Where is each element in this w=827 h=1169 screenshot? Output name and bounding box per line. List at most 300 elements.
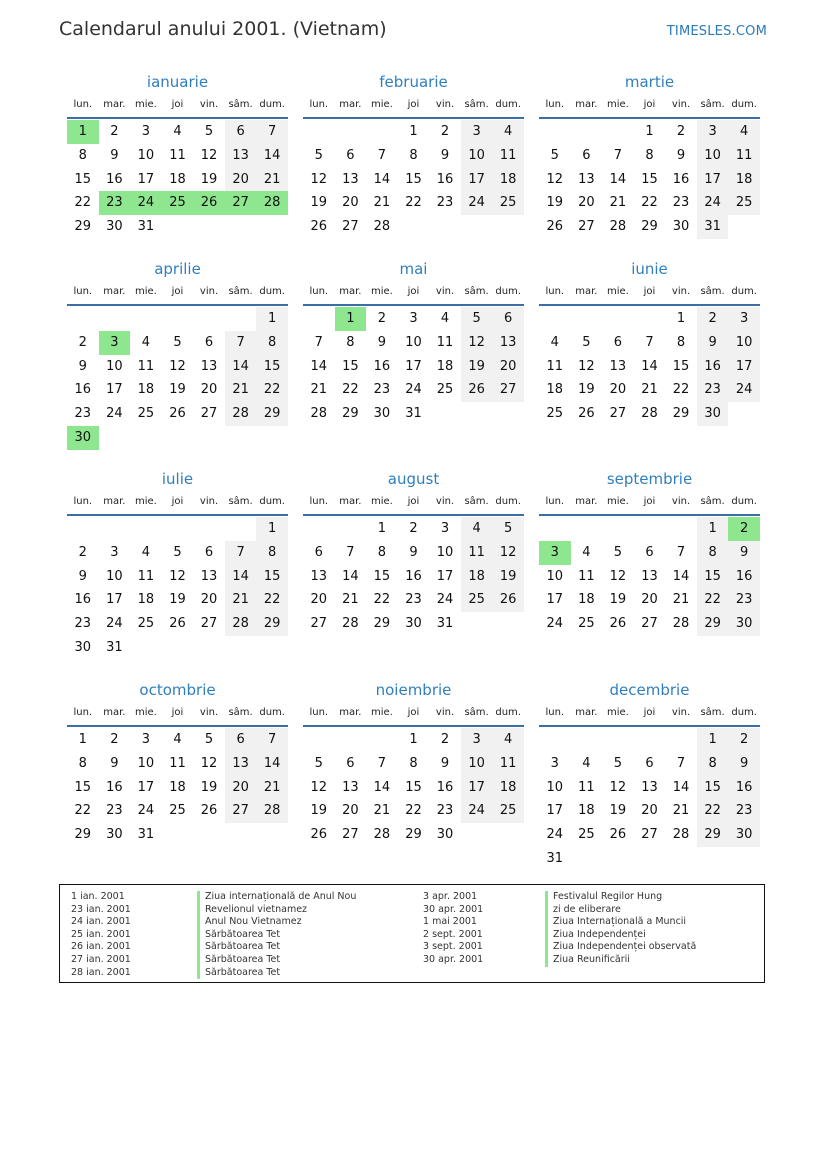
day-cell[interactable]: 30 bbox=[373, 406, 391, 422]
day-cell[interactable]: 7 bbox=[377, 147, 387, 163]
day-cell[interactable]: 13 bbox=[225, 144, 257, 168]
day-cell[interactable]: 26 bbox=[492, 588, 524, 612]
day-cell[interactable]: 7 bbox=[645, 334, 654, 350]
day-cell[interactable]: 7 bbox=[314, 334, 323, 350]
day-cell[interactable]: 2 bbox=[440, 124, 450, 139]
day-cell[interactable]: 20 bbox=[609, 382, 627, 398]
day-cell[interactable]: 25 bbox=[492, 799, 524, 823]
day-cell[interactable]: 14 bbox=[310, 358, 328, 374]
day-cell[interactable]: 18 bbox=[578, 592, 595, 608]
day-cell[interactable]: 25 bbox=[169, 803, 186, 819]
day-cell[interactable]: 9 bbox=[440, 147, 450, 163]
day-cell[interactable]: 13 bbox=[200, 358, 218, 374]
day-cell[interactable]: 20 bbox=[342, 195, 359, 211]
day-cell[interactable]: 8 bbox=[676, 334, 686, 350]
day-cell[interactable]: 13 bbox=[310, 568, 328, 584]
day-cell[interactable]: 28 bbox=[672, 827, 690, 843]
day-cell[interactable]: 3 bbox=[409, 311, 418, 326]
day-cell[interactable]: 20 bbox=[578, 195, 595, 211]
day-cell[interactable]: 3 bbox=[141, 124, 151, 139]
day-cell[interactable]: 20 bbox=[342, 803, 359, 819]
day-cell[interactable]: 16 bbox=[436, 779, 454, 795]
day-cell[interactable]: 10 bbox=[728, 331, 760, 355]
day-cell[interactable]: 6 bbox=[346, 755, 355, 771]
day-cell[interactable]: 29 bbox=[641, 219, 658, 235]
day-cell[interactable]: 30 bbox=[728, 823, 760, 847]
day-cell[interactable]: 26 bbox=[193, 191, 225, 215]
day-cell[interactable]: 11 bbox=[436, 334, 454, 350]
day-cell[interactable]: 8 bbox=[409, 147, 418, 163]
day-cell[interactable]: 28 bbox=[609, 219, 627, 235]
day-cell[interactable]: 28 bbox=[342, 616, 359, 632]
day-cell[interactable]: 19 bbox=[546, 195, 564, 211]
day-cell[interactable]: 2 bbox=[110, 732, 119, 747]
day-cell[interactable]: 25 bbox=[578, 616, 595, 632]
day-cell[interactable]: 30 bbox=[106, 219, 123, 235]
day-cell[interactable]: 12 bbox=[310, 171, 328, 187]
day-cell[interactable]: 30 bbox=[672, 219, 690, 235]
day-cell[interactable]: 14 bbox=[373, 779, 391, 795]
day-cell[interactable]: 13 bbox=[342, 779, 359, 795]
day-cell[interactable]: 14 bbox=[672, 779, 690, 795]
day-cell[interactable]: 15 bbox=[672, 358, 690, 374]
day-cell[interactable]: 17 bbox=[461, 168, 493, 192]
day-cell[interactable]: 5 bbox=[613, 544, 623, 560]
day-cell[interactable]: 21 bbox=[373, 195, 391, 211]
day-cell[interactable]: 17 bbox=[405, 358, 422, 374]
day-cell[interactable]: 21 bbox=[672, 592, 690, 608]
day-cell[interactable]: 1 bbox=[256, 517, 288, 541]
day-cell[interactable]: 26 bbox=[578, 406, 595, 422]
day-cell[interactable]: 17 bbox=[546, 592, 564, 608]
day-cell[interactable]: 16 bbox=[728, 565, 760, 589]
day-cell[interactable]: 20 bbox=[641, 592, 658, 608]
day-cell[interactable]: 4 bbox=[141, 544, 151, 560]
day-cell[interactable]: 11 bbox=[728, 144, 760, 168]
day-cell[interactable]: 7 bbox=[256, 728, 288, 752]
day-cell[interactable]: 14 bbox=[373, 171, 391, 187]
day-cell[interactable]: 22 bbox=[74, 195, 92, 211]
day-cell[interactable]: 22 bbox=[697, 799, 729, 823]
day-cell[interactable]: 5 bbox=[204, 124, 214, 139]
day-cell[interactable]: 10 bbox=[461, 144, 493, 168]
day-cell[interactable]: 18 bbox=[492, 776, 524, 800]
day-cell[interactable]: 15 bbox=[697, 565, 729, 589]
day-cell[interactable]: 2 bbox=[110, 124, 119, 139]
day-cell[interactable]: 4 bbox=[440, 311, 450, 326]
day-cell[interactable]: 27 bbox=[342, 219, 359, 235]
day-cell[interactable]: 28 bbox=[310, 406, 328, 422]
day-cell[interactable]: 29 bbox=[256, 402, 288, 426]
day-cell[interactable]: 30 bbox=[67, 426, 99, 450]
day-cell[interactable]: 17 bbox=[436, 568, 454, 584]
day-cell[interactable]: 11 bbox=[169, 755, 186, 771]
day-cell[interactable]: 4 bbox=[550, 334, 559, 350]
day-cell[interactable]: 9 bbox=[697, 331, 729, 355]
day-cell[interactable]: 10 bbox=[461, 752, 493, 776]
day-cell[interactable]: 7 bbox=[256, 120, 288, 144]
day-cell[interactable]: 12 bbox=[200, 147, 218, 163]
day-cell[interactable]: 21 bbox=[310, 382, 328, 398]
day-cell[interactable]: 22 bbox=[672, 382, 690, 398]
day-cell[interactable]: 27 bbox=[492, 378, 524, 402]
day-cell[interactable]: 4 bbox=[492, 728, 524, 752]
day-cell[interactable]: 31 bbox=[697, 215, 729, 239]
day-cell[interactable]: 3 bbox=[539, 541, 571, 565]
day-cell[interactable]: 6 bbox=[613, 334, 623, 350]
day-cell[interactable]: 11 bbox=[169, 147, 186, 163]
day-cell[interactable]: 22 bbox=[405, 803, 422, 819]
day-cell[interactable]: 19 bbox=[310, 195, 328, 211]
day-cell[interactable]: 18 bbox=[461, 565, 493, 589]
day-cell[interactable]: 24 bbox=[106, 616, 123, 632]
day-cell[interactable]: 25 bbox=[492, 191, 524, 215]
day-cell[interactable]: 20 bbox=[310, 592, 328, 608]
day-cell[interactable]: 8 bbox=[377, 544, 387, 560]
day-cell[interactable]: 23 bbox=[697, 378, 729, 402]
day-cell[interactable]: 12 bbox=[169, 358, 186, 374]
day-cell[interactable]: 15 bbox=[256, 565, 288, 589]
day-cell[interactable]: 6 bbox=[582, 147, 591, 163]
day-cell[interactable]: 25 bbox=[137, 406, 155, 422]
day-cell[interactable]: 15 bbox=[74, 171, 92, 187]
day-cell[interactable]: 29 bbox=[697, 612, 729, 636]
day-cell[interactable]: 10 bbox=[137, 755, 155, 771]
day-cell[interactable]: 24 bbox=[137, 803, 155, 819]
day-cell[interactable]: 21 bbox=[225, 378, 257, 402]
day-cell[interactable]: 6 bbox=[204, 544, 214, 560]
day-cell[interactable]: 27 bbox=[641, 616, 658, 632]
day-cell[interactable]: 19 bbox=[310, 803, 328, 819]
day-cell[interactable]: 19 bbox=[492, 565, 524, 589]
day-cell[interactable]: 25 bbox=[137, 616, 155, 632]
day-cell[interactable]: 11 bbox=[137, 568, 155, 584]
day-cell[interactable]: 17 bbox=[137, 171, 155, 187]
day-cell[interactable]: 7 bbox=[676, 544, 686, 560]
day-cell[interactable]: 13 bbox=[225, 752, 257, 776]
day-cell[interactable]: 15 bbox=[373, 568, 391, 584]
day-cell[interactable]: 9 bbox=[409, 544, 418, 560]
day-cell[interactable]: 21 bbox=[609, 195, 627, 211]
day-cell[interactable]: 20 bbox=[641, 803, 658, 819]
day-cell[interactable]: 16 bbox=[106, 171, 123, 187]
day-cell[interactable]: 4 bbox=[461, 517, 493, 541]
day-cell[interactable]: 23 bbox=[728, 588, 760, 612]
day-cell[interactable]: 20 bbox=[200, 382, 218, 398]
day-cell[interactable]: 23 bbox=[373, 382, 391, 398]
day-cell[interactable]: 13 bbox=[492, 331, 524, 355]
day-cell[interactable]: 5 bbox=[550, 147, 559, 163]
day-cell[interactable]: 30 bbox=[436, 827, 454, 843]
day-cell[interactable]: 28 bbox=[256, 191, 288, 215]
day-cell[interactable]: 19 bbox=[169, 592, 186, 608]
day-cell[interactable]: 29 bbox=[405, 827, 422, 843]
day-cell[interactable]: 2 bbox=[676, 124, 686, 139]
day-cell[interactable]: 25 bbox=[436, 382, 454, 398]
day-cell[interactable]: 31 bbox=[137, 219, 155, 235]
day-cell[interactable]: 9 bbox=[110, 755, 119, 771]
day-cell[interactable]: 26 bbox=[310, 827, 328, 843]
day-cell[interactable]: 10 bbox=[106, 568, 123, 584]
day-cell[interactable]: 10 bbox=[405, 334, 422, 350]
day-cell[interactable]: 14 bbox=[342, 568, 359, 584]
day-cell[interactable]: 27 bbox=[609, 406, 627, 422]
day-cell[interactable]: 15 bbox=[697, 776, 729, 800]
day-cell[interactable]: 4 bbox=[582, 544, 591, 560]
day-cell[interactable]: 26 bbox=[609, 827, 627, 843]
day-cell[interactable]: 2 bbox=[78, 544, 87, 560]
day-cell[interactable]: 21 bbox=[672, 803, 690, 819]
day-cell[interactable]: 17 bbox=[728, 355, 760, 379]
day-cell[interactable]: 31 bbox=[137, 827, 155, 843]
day-cell[interactable]: 1 bbox=[676, 311, 686, 326]
day-cell[interactable]: 14 bbox=[225, 565, 257, 589]
day-cell[interactable]: 4 bbox=[492, 120, 524, 144]
day-cell[interactable]: 16 bbox=[74, 382, 92, 398]
day-cell[interactable]: 9 bbox=[377, 334, 387, 350]
day-cell[interactable]: 16 bbox=[728, 776, 760, 800]
day-cell[interactable]: 11 bbox=[578, 568, 595, 584]
day-cell[interactable]: 7 bbox=[676, 755, 686, 771]
day-cell[interactable]: 6 bbox=[225, 728, 257, 752]
day-cell[interactable]: 11 bbox=[461, 541, 493, 565]
day-cell[interactable]: 13 bbox=[609, 358, 627, 374]
day-cell[interactable]: 22 bbox=[373, 592, 391, 608]
day-cell[interactable]: 28 bbox=[225, 402, 257, 426]
day-cell[interactable]: 12 bbox=[169, 568, 186, 584]
day-cell[interactable]: 26 bbox=[609, 616, 627, 632]
day-cell[interactable]: 18 bbox=[492, 168, 524, 192]
day-cell[interactable]: 4 bbox=[173, 732, 182, 747]
day-cell[interactable]: 30 bbox=[74, 639, 92, 655]
day-cell[interactable]: 24 bbox=[436, 592, 454, 608]
day-cell[interactable]: 14 bbox=[225, 355, 257, 379]
day-cell[interactable]: 3 bbox=[461, 728, 493, 752]
day-cell[interactable]: 1 bbox=[377, 521, 387, 536]
day-cell[interactable]: 8 bbox=[697, 541, 729, 565]
day-cell[interactable]: 29 bbox=[256, 612, 288, 636]
day-cell[interactable]: 14 bbox=[641, 358, 658, 374]
day-cell[interactable]: 10 bbox=[546, 779, 564, 795]
day-cell[interactable]: 10 bbox=[546, 568, 564, 584]
day-cell[interactable]: 3 bbox=[99, 331, 131, 355]
day-cell[interactable]: 25 bbox=[461, 588, 493, 612]
day-cell[interactable]: 2 bbox=[697, 307, 729, 331]
day-cell[interactable]: 4 bbox=[728, 120, 760, 144]
day-cell[interactable]: 8 bbox=[78, 147, 87, 163]
day-cell[interactable]: 5 bbox=[461, 307, 493, 331]
day-cell[interactable]: 18 bbox=[546, 382, 564, 398]
day-cell[interactable]: 25 bbox=[728, 191, 760, 215]
day-cell[interactable]: 9 bbox=[440, 755, 450, 771]
day-cell[interactable]: 13 bbox=[641, 779, 658, 795]
day-cell[interactable]: 28 bbox=[373, 219, 391, 235]
day-cell[interactable]: 23 bbox=[99, 191, 131, 215]
day-cell[interactable]: 4 bbox=[141, 334, 151, 350]
day-cell[interactable]: 25 bbox=[162, 191, 194, 215]
day-cell[interactable]: 5 bbox=[314, 755, 323, 771]
day-cell[interactable]: 2 bbox=[78, 334, 87, 350]
day-cell[interactable]: 6 bbox=[204, 334, 214, 350]
day-cell[interactable]: 30 bbox=[106, 827, 123, 843]
day-cell[interactable]: 9 bbox=[676, 147, 686, 163]
day-cell[interactable]: 28 bbox=[641, 406, 658, 422]
day-cell[interactable]: 29 bbox=[74, 827, 92, 843]
day-cell[interactable]: 14 bbox=[256, 144, 288, 168]
day-cell[interactable]: 29 bbox=[342, 406, 359, 422]
day-cell[interactable]: 22 bbox=[74, 803, 92, 819]
day-cell[interactable]: 5 bbox=[173, 334, 182, 350]
day-cell[interactable]: 3 bbox=[141, 732, 151, 747]
day-cell[interactable]: 8 bbox=[645, 147, 654, 163]
day-cell[interactable]: 17 bbox=[106, 592, 123, 608]
day-cell[interactable]: 30 bbox=[405, 616, 422, 632]
day-cell[interactable]: 28 bbox=[225, 612, 257, 636]
day-cell[interactable]: 10 bbox=[106, 358, 123, 374]
day-cell[interactable]: 24 bbox=[106, 406, 123, 422]
day-cell[interactable]: 12 bbox=[546, 171, 564, 187]
day-cell[interactable]: 9 bbox=[110, 147, 119, 163]
day-cell[interactable]: 11 bbox=[492, 144, 524, 168]
day-cell[interactable]: 6 bbox=[645, 544, 654, 560]
day-cell[interactable]: 15 bbox=[405, 171, 422, 187]
day-cell[interactable]: 22 bbox=[641, 195, 658, 211]
day-cell[interactable]: 2 bbox=[440, 732, 450, 747]
day-cell[interactable]: 12 bbox=[609, 779, 627, 795]
day-cell[interactable]: 17 bbox=[461, 776, 493, 800]
day-cell[interactable]: 19 bbox=[461, 355, 493, 379]
day-cell[interactable]: 27 bbox=[200, 406, 218, 422]
day-cell[interactable]: 9 bbox=[78, 568, 87, 584]
day-cell[interactable]: 15 bbox=[74, 779, 92, 795]
day-cell[interactable]: 29 bbox=[74, 219, 92, 235]
day-cell[interactable]: 27 bbox=[342, 827, 359, 843]
day-cell[interactable]: 27 bbox=[200, 616, 218, 632]
day-cell[interactable]: 23 bbox=[728, 799, 760, 823]
day-cell[interactable]: 10 bbox=[697, 144, 729, 168]
day-cell[interactable]: 26 bbox=[169, 616, 186, 632]
day-cell[interactable]: 21 bbox=[225, 588, 257, 612]
day-cell[interactable]: 18 bbox=[137, 382, 155, 398]
day-cell[interactable]: 7 bbox=[377, 755, 387, 771]
day-cell[interactable]: 24 bbox=[697, 191, 729, 215]
day-cell[interactable]: 14 bbox=[609, 171, 627, 187]
day-cell[interactable]: 12 bbox=[461, 331, 493, 355]
day-cell[interactable]: 1 bbox=[67, 120, 99, 144]
day-cell[interactable]: 21 bbox=[373, 803, 391, 819]
day-cell[interactable]: 24 bbox=[461, 191, 493, 215]
day-cell[interactable]: 18 bbox=[169, 779, 186, 795]
day-cell[interactable]: 28 bbox=[672, 616, 690, 632]
day-cell[interactable]: 19 bbox=[609, 592, 627, 608]
day-cell[interactable]: 26 bbox=[200, 803, 218, 819]
day-cell[interactable]: 16 bbox=[405, 568, 422, 584]
day-cell[interactable]: 28 bbox=[373, 827, 391, 843]
day-cell[interactable]: 26 bbox=[461, 378, 493, 402]
day-cell[interactable]: 27 bbox=[225, 191, 257, 215]
day-cell[interactable]: 3 bbox=[461, 120, 493, 144]
day-cell[interactable]: 14 bbox=[672, 568, 690, 584]
day-cell[interactable]: 26 bbox=[546, 219, 564, 235]
day-cell[interactable]: 5 bbox=[204, 732, 214, 747]
day-cell[interactable]: 30 bbox=[728, 612, 760, 636]
day-cell[interactable]: 17 bbox=[697, 168, 729, 192]
day-cell[interactable]: 3 bbox=[550, 755, 559, 771]
day-cell[interactable]: 6 bbox=[346, 147, 355, 163]
day-cell[interactable]: 20 bbox=[225, 168, 257, 192]
day-cell[interactable]: 19 bbox=[200, 171, 218, 187]
day-cell[interactable]: 1 bbox=[335, 307, 367, 331]
day-cell[interactable]: 24 bbox=[130, 191, 162, 215]
day-cell[interactable]: 4 bbox=[173, 124, 182, 139]
day-cell[interactable]: 3 bbox=[728, 307, 760, 331]
day-cell[interactable]: 17 bbox=[106, 382, 123, 398]
day-cell[interactable]: 30 bbox=[697, 402, 729, 426]
day-cell[interactable]: 15 bbox=[256, 355, 288, 379]
day-cell[interactable]: 9 bbox=[728, 541, 760, 565]
day-cell[interactable]: 3 bbox=[110, 544, 119, 560]
day-cell[interactable]: 22 bbox=[256, 378, 288, 402]
day-cell[interactable]: 13 bbox=[200, 568, 218, 584]
day-cell[interactable]: 4 bbox=[582, 755, 591, 771]
day-cell[interactable]: 24 bbox=[405, 382, 422, 398]
day-cell[interactable]: 12 bbox=[578, 358, 595, 374]
site-logo-link[interactable]: TIMESLES.COM bbox=[666, 24, 767, 39]
day-cell[interactable]: 18 bbox=[169, 171, 186, 187]
day-cell[interactable]: 22 bbox=[342, 382, 359, 398]
day-cell[interactable]: 21 bbox=[256, 776, 288, 800]
day-cell[interactable]: 8 bbox=[256, 541, 288, 565]
day-cell[interactable]: 31 bbox=[436, 616, 454, 632]
day-cell[interactable]: 12 bbox=[492, 541, 524, 565]
day-cell[interactable]: 27 bbox=[578, 219, 595, 235]
day-cell[interactable]: 19 bbox=[200, 779, 218, 795]
day-cell[interactable]: 5 bbox=[492, 517, 524, 541]
day-cell[interactable]: 5 bbox=[314, 147, 323, 163]
day-cell[interactable]: 18 bbox=[137, 592, 155, 608]
day-cell[interactable]: 24 bbox=[546, 827, 564, 843]
day-cell[interactable]: 21 bbox=[342, 592, 359, 608]
day-cell[interactable]: 16 bbox=[697, 355, 729, 379]
day-cell[interactable]: 19 bbox=[578, 382, 595, 398]
day-cell[interactable]: 23 bbox=[106, 803, 123, 819]
day-cell[interactable]: 5 bbox=[613, 755, 623, 771]
day-cell[interactable]: 12 bbox=[609, 568, 627, 584]
day-cell[interactable]: 8 bbox=[78, 755, 87, 771]
day-cell[interactable]: 18 bbox=[436, 358, 454, 374]
day-cell[interactable]: 16 bbox=[436, 171, 454, 187]
day-cell[interactable]: 16 bbox=[106, 779, 123, 795]
day-cell[interactable]: 23 bbox=[436, 195, 454, 211]
day-cell[interactable]: 9 bbox=[728, 752, 760, 776]
day-cell[interactable]: 8 bbox=[409, 755, 418, 771]
day-cell[interactable]: 1 bbox=[697, 728, 729, 752]
day-cell[interactable]: 24 bbox=[461, 799, 493, 823]
day-cell[interactable]: 31 bbox=[405, 406, 422, 422]
day-cell[interactable]: 11 bbox=[492, 752, 524, 776]
day-cell[interactable]: 7 bbox=[346, 544, 355, 560]
day-cell[interactable]: 14 bbox=[256, 752, 288, 776]
day-cell[interactable]: 11 bbox=[137, 358, 155, 374]
day-cell[interactable]: 1 bbox=[409, 732, 418, 747]
day-cell[interactable]: 5 bbox=[582, 334, 591, 350]
day-cell[interactable]: 2 bbox=[728, 728, 760, 752]
day-cell[interactable]: 16 bbox=[672, 171, 690, 187]
day-cell[interactable]: 22 bbox=[405, 195, 422, 211]
day-cell[interactable]: 23 bbox=[405, 592, 422, 608]
day-cell[interactable]: 21 bbox=[641, 382, 658, 398]
day-cell[interactable]: 1 bbox=[78, 732, 87, 747]
